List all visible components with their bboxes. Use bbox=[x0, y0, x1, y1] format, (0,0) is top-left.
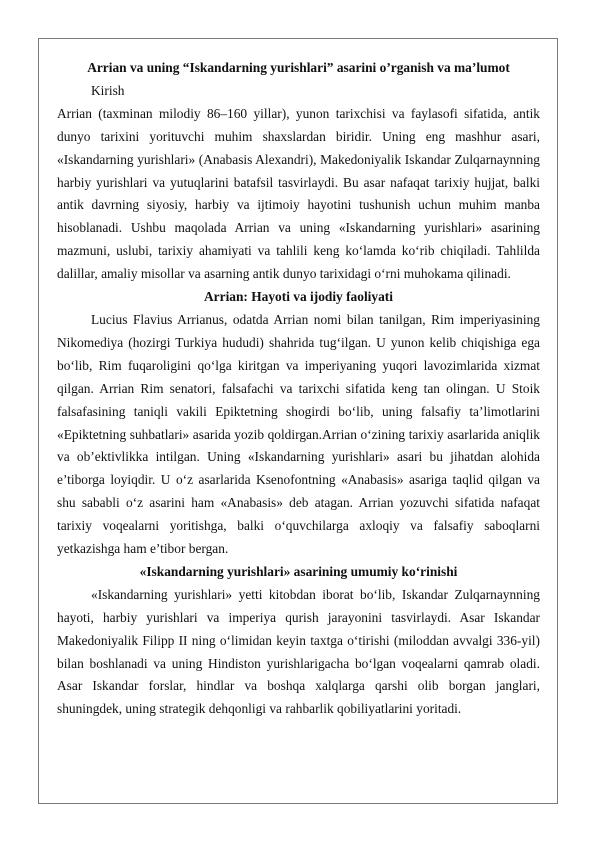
document-body bbox=[57, 57, 540, 721]
document-title: Arrian va uning “Iskandarning yurishlari” asarini o’rganish va ma’lumot bbox=[87, 60, 510, 75]
biography-paragraph: Lucius Flavius Arrianus, odatda Arrian nomi bilan tanilgan, Rim imperiyasining Nikomediya (hozirgi Turkiya hududi) shahrida tugʻilgan. U yunon kelib chiqishiga ega boʻlib, Rim fuqaroligini qoʻlga kiritgan va imperiyaning yuqori lavozimlarida xizmat qilgan. Arrian Rim senatori, falsafachi va tarixchi sifatida keng tan olingan. U Stoik falsafasining taniqli vakili Epiktetning shogirdi boʻlib, uning falsafiy ta’limotlarini «Epiktetning suhbatlari» asarida yozib qoldirgan.Arrian oʻzining tarixiy asarlarida aniqlik va ob’ektivlikka intilgan. Uning «Iskandarning yurishlari» asari bu jihatdan alohida e’tiborga loyiqdir. U oʻz asarlarida Ksenofontning «Anabasis» asariga taqlid qilgan va shu sababli oʻz asarini ham «Anabasis» deb atagan. Arrian yozuvchi sifatida nafaqat tarixiy voqealarni yoritishga, balki oʻquvchilarga axloqiy va falsafiy saboqlarni yetkazishga ham e’tibor bergan. bbox=[57, 311, 540, 557]
section-heading-biography: Arrian: Hayoti va ijodiy faoliyati bbox=[204, 289, 393, 305]
section-heading-overview: «Iskandarning yurishlari» asarining umumiy koʻrinishi bbox=[139, 563, 458, 579]
overview-paragraph: «Iskandarning yurishlari» yetti kitobdan iborat boʻlib, Iskandar Zulqarnaynning hayoti, harbiy yurishlari va imperiya qurish jarayonini tasvirlaydi. Asar Iskandar Makedoniyalik Filipp II ning oʻlimidan keyin taxtga oʻtirishi (miloddan avvalgi 336-yil) bilan boshlanadi va uning Hindiston yurishlarigacha boʻlgan voqealarni qamrab oladi. Asar Iskandar forslar, hindlar va boshqa xalqlarga qarshi olib borgan janglari, shuningdek, uning strategik dehqonligi va rahbarlik qobiliyatlarini yoritadi. bbox=[57, 586, 540, 717]
introduction-paragraph: Arrian (taxminan milodiy 86–160 yillar), yunon tarixchisi va faylasofi sifatida, antik dunyo tarixini yorituvchi muhim shaxslardan biridir. Uning eng mashhur asari, «Iskandarning yurishlari» (Anabasis Alexandri), Makedoniyalik Iskandar Zulqarnaynning harbiy yurishlari va yutuqlarini batafsil tasvirlaydi. Bu asar nafaqat tarixiy hujjat, balki antik davrning siyosiy, harbiy va ijtimoiy hayotini tushunish uchun muhim manba hisoblanadi. Ushbu maqolada Arrian va uning «Iskandarning yurishlari» asarining mazmuni, uslubi, tarixiy ahamiyati va tahlili keng koʻlamda koʻrib chiqiladi. Tahlilda dalillar, amaliy misollar va asarning antik dunyo tarixidagi oʻrni muhokama qilinadi. bbox=[57, 105, 540, 282]
section-heading-introduction: Kirish bbox=[91, 82, 125, 98]
